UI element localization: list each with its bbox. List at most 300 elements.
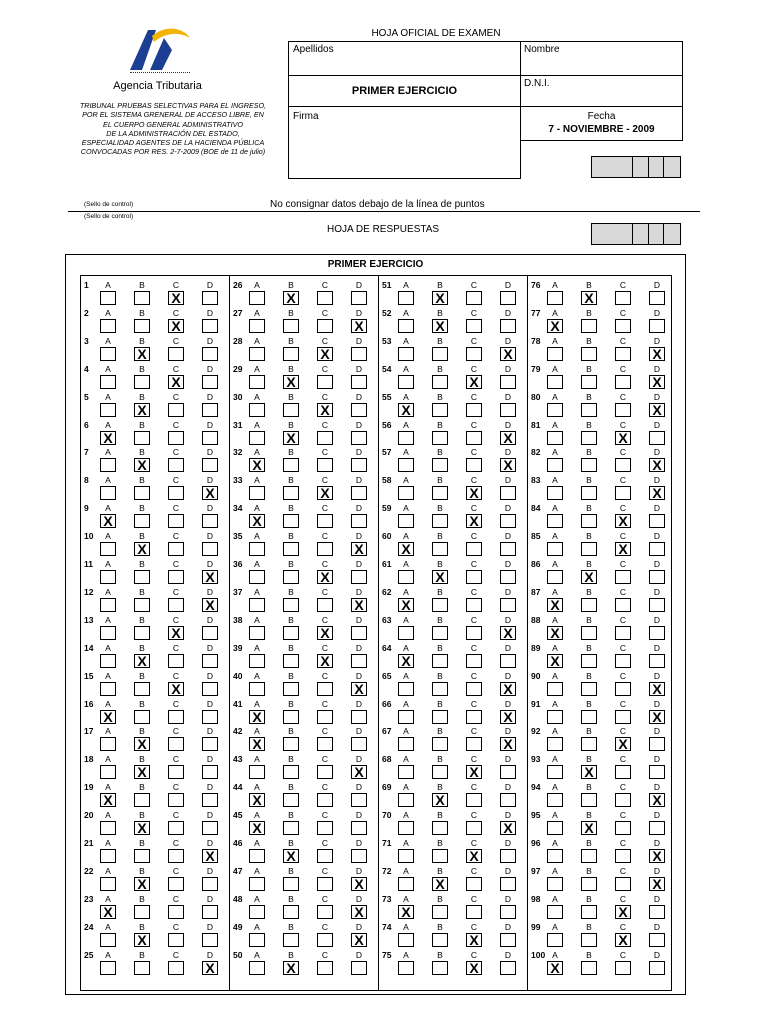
answer-checkbox[interactable] xyxy=(649,961,665,975)
answer-checkbox[interactable] xyxy=(134,291,150,305)
answer-checkbox[interactable] xyxy=(100,961,116,975)
answer-checkbox[interactable] xyxy=(168,737,184,751)
answer-checkbox[interactable] xyxy=(168,347,184,361)
answer-checkbox[interactable] xyxy=(547,849,563,863)
answer-checkbox[interactable]: X xyxy=(398,403,414,417)
answer-checkbox[interactable]: X xyxy=(317,403,333,417)
answer-checkbox[interactable] xyxy=(249,933,265,947)
answer-checkbox[interactable] xyxy=(168,458,184,472)
answer-checkbox[interactable] xyxy=(100,765,116,779)
answer-checkbox[interactable] xyxy=(649,933,665,947)
answer-checkbox[interactable] xyxy=(134,514,150,528)
answer-checkbox[interactable] xyxy=(547,403,563,417)
answer-checkbox[interactable] xyxy=(547,737,563,751)
answer-checkbox[interactable] xyxy=(615,961,631,975)
answer-checkbox[interactable] xyxy=(202,458,218,472)
answer-checkbox[interactable] xyxy=(168,486,184,500)
answer-checkbox[interactable]: X xyxy=(134,765,150,779)
answer-checkbox[interactable]: X xyxy=(317,570,333,584)
answer-checkbox[interactable]: X xyxy=(134,737,150,751)
answer-checkbox[interactable] xyxy=(615,486,631,500)
answer-checkbox[interactable]: X xyxy=(249,514,265,528)
answer-checkbox[interactable]: X xyxy=(168,626,184,640)
answer-checkbox[interactable] xyxy=(283,933,299,947)
answer-checkbox[interactable]: X xyxy=(134,654,150,668)
answer-checkbox[interactable] xyxy=(432,403,448,417)
answer-checkbox[interactable] xyxy=(398,626,414,640)
answer-checkbox[interactable] xyxy=(168,710,184,724)
answer-checkbox[interactable] xyxy=(100,542,116,556)
answer-checkbox[interactable] xyxy=(649,821,665,835)
answer-checkbox[interactable] xyxy=(615,626,631,640)
answer-checkbox[interactable] xyxy=(168,933,184,947)
answer-checkbox[interactable] xyxy=(100,486,116,500)
answer-checkbox[interactable] xyxy=(351,347,367,361)
answer-checkbox[interactable]: X xyxy=(351,682,367,696)
answer-checkbox[interactable] xyxy=(581,403,597,417)
answer-checkbox[interactable]: X xyxy=(432,793,448,807)
answer-checkbox[interactable] xyxy=(398,458,414,472)
answer-checkbox[interactable] xyxy=(134,626,150,640)
answer-checkbox[interactable] xyxy=(649,319,665,333)
answer-checkbox[interactable]: X xyxy=(649,682,665,696)
answer-checkbox[interactable] xyxy=(615,570,631,584)
answer-checkbox[interactable]: X xyxy=(466,514,482,528)
answer-checkbox[interactable] xyxy=(168,877,184,891)
answer-checkbox[interactable] xyxy=(500,514,516,528)
answer-checkbox[interactable] xyxy=(168,793,184,807)
answer-checkbox[interactable] xyxy=(283,765,299,779)
answer-checkbox[interactable]: X xyxy=(466,375,482,389)
answer-checkbox[interactable] xyxy=(317,737,333,751)
answer-checkbox[interactable] xyxy=(466,626,482,640)
answer-checkbox[interactable] xyxy=(432,347,448,361)
answer-checkbox[interactable] xyxy=(432,458,448,472)
answer-checkbox[interactable] xyxy=(581,933,597,947)
answer-checkbox[interactable] xyxy=(432,710,448,724)
answer-checkbox[interactable] xyxy=(615,765,631,779)
answer-checkbox[interactable]: X xyxy=(317,486,333,500)
answer-checkbox[interactable] xyxy=(283,570,299,584)
answer-checkbox[interactable] xyxy=(100,458,116,472)
answer-checkbox[interactable] xyxy=(168,403,184,417)
answer-checkbox[interactable] xyxy=(283,403,299,417)
answer-checkbox[interactable]: X xyxy=(649,486,665,500)
answer-checkbox[interactable] xyxy=(466,570,482,584)
answer-checkbox[interactable] xyxy=(249,598,265,612)
answer-checkbox[interactable] xyxy=(283,654,299,668)
answer-checkbox[interactable]: X xyxy=(500,710,516,724)
answer-checkbox[interactable] xyxy=(581,431,597,445)
answer-checkbox[interactable] xyxy=(500,793,516,807)
answer-checkbox[interactable] xyxy=(615,375,631,389)
answer-checkbox[interactable] xyxy=(168,542,184,556)
answer-checkbox[interactable] xyxy=(649,542,665,556)
answer-checkbox[interactable] xyxy=(547,570,563,584)
answer-checkbox[interactable]: X xyxy=(134,347,150,361)
answer-checkbox[interactable] xyxy=(202,291,218,305)
answer-checkbox[interactable] xyxy=(283,458,299,472)
answer-checkbox[interactable] xyxy=(283,905,299,919)
answer-checkbox[interactable]: X xyxy=(649,793,665,807)
answer-checkbox[interactable] xyxy=(351,486,367,500)
answer-checkbox[interactable]: X xyxy=(351,933,367,947)
answer-checkbox[interactable]: X xyxy=(547,654,563,668)
answer-checkbox[interactable] xyxy=(317,710,333,724)
answer-checkbox[interactable] xyxy=(615,793,631,807)
dni-field[interactable] xyxy=(520,75,683,107)
answer-checkbox[interactable] xyxy=(466,319,482,333)
answer-checkbox[interactable] xyxy=(466,821,482,835)
answer-checkbox[interactable] xyxy=(500,849,516,863)
answer-checkbox[interactable] xyxy=(202,431,218,445)
answer-checkbox[interactable] xyxy=(581,905,597,919)
answer-checkbox[interactable] xyxy=(351,458,367,472)
answer-checkbox[interactable] xyxy=(615,291,631,305)
answer-checkbox[interactable] xyxy=(398,961,414,975)
answer-checkbox[interactable] xyxy=(398,765,414,779)
answer-checkbox[interactable] xyxy=(351,403,367,417)
answer-checkbox[interactable] xyxy=(432,654,448,668)
answer-checkbox[interactable] xyxy=(500,403,516,417)
answer-checkbox[interactable]: X xyxy=(649,849,665,863)
answer-checkbox[interactable] xyxy=(466,654,482,668)
answer-checkbox[interactable] xyxy=(649,765,665,779)
answer-checkbox[interactable]: X xyxy=(351,319,367,333)
answer-checkbox[interactable] xyxy=(581,710,597,724)
answer-checkbox[interactable]: X xyxy=(466,849,482,863)
answer-checkbox[interactable] xyxy=(398,514,414,528)
answer-checkbox[interactable]: X xyxy=(202,486,218,500)
answer-checkbox[interactable] xyxy=(547,458,563,472)
answer-checkbox[interactable] xyxy=(100,319,116,333)
answer-checkbox[interactable]: X xyxy=(134,821,150,835)
answer-checkbox[interactable] xyxy=(317,765,333,779)
answer-checkbox[interactable] xyxy=(398,710,414,724)
answer-checkbox[interactable] xyxy=(398,793,414,807)
answer-checkbox[interactable] xyxy=(283,626,299,640)
answer-checkbox[interactable] xyxy=(202,403,218,417)
answer-checkbox[interactable] xyxy=(547,431,563,445)
answer-checkbox[interactable] xyxy=(100,598,116,612)
answer-checkbox[interactable]: X xyxy=(134,933,150,947)
answer-checkbox[interactable]: X xyxy=(168,375,184,389)
answer-checkbox[interactable] xyxy=(351,570,367,584)
answer-checkbox[interactable] xyxy=(168,654,184,668)
answer-checkbox[interactable]: X xyxy=(649,347,665,361)
answer-checkbox[interactable] xyxy=(432,961,448,975)
answer-checkbox[interactable] xyxy=(581,849,597,863)
answer-checkbox[interactable] xyxy=(168,765,184,779)
answer-checkbox[interactable]: X xyxy=(649,458,665,472)
answer-checkbox[interactable] xyxy=(398,877,414,891)
answer-checkbox[interactable] xyxy=(134,905,150,919)
answer-checkbox[interactable] xyxy=(547,710,563,724)
answer-checkbox[interactable] xyxy=(466,431,482,445)
answer-checkbox[interactable] xyxy=(249,291,265,305)
answer-checkbox[interactable] xyxy=(283,710,299,724)
answer-checkbox[interactable]: X xyxy=(351,765,367,779)
answer-checkbox[interactable] xyxy=(283,877,299,891)
answer-checkbox[interactable] xyxy=(283,347,299,361)
answer-checkbox[interactable] xyxy=(202,542,218,556)
answer-checkbox[interactable] xyxy=(432,933,448,947)
answer-checkbox[interactable]: X xyxy=(351,598,367,612)
answer-checkbox[interactable] xyxy=(581,598,597,612)
answer-checkbox[interactable]: X xyxy=(547,961,563,975)
answer-checkbox[interactable]: X xyxy=(466,933,482,947)
answer-checkbox[interactable] xyxy=(466,598,482,612)
answer-checkbox[interactable] xyxy=(249,347,265,361)
answer-checkbox[interactable] xyxy=(249,570,265,584)
answer-checkbox[interactable] xyxy=(317,961,333,975)
answer-checkbox[interactable] xyxy=(202,793,218,807)
answer-checkbox[interactable]: X xyxy=(100,514,116,528)
answer-checkbox[interactable] xyxy=(398,291,414,305)
answer-checkbox[interactable]: X xyxy=(351,542,367,556)
answer-checkbox[interactable] xyxy=(581,319,597,333)
answer-checkbox[interactable]: X xyxy=(202,570,218,584)
answer-checkbox[interactable] xyxy=(283,486,299,500)
answer-checkbox[interactable] xyxy=(317,905,333,919)
answer-checkbox[interactable] xyxy=(351,737,367,751)
answer-checkbox[interactable] xyxy=(432,849,448,863)
answer-checkbox[interactable] xyxy=(351,431,367,445)
answer-checkbox[interactable]: X xyxy=(100,905,116,919)
nombre-field[interactable] xyxy=(520,41,683,76)
answer-checkbox[interactable] xyxy=(432,514,448,528)
answer-checkbox[interactable]: X xyxy=(500,737,516,751)
answer-checkbox[interactable] xyxy=(500,905,516,919)
answer-checkbox[interactable] xyxy=(317,431,333,445)
answer-checkbox[interactable] xyxy=(500,319,516,333)
answer-checkbox[interactable]: X xyxy=(283,961,299,975)
answer-checkbox[interactable]: X xyxy=(649,403,665,417)
answer-checkbox[interactable] xyxy=(202,375,218,389)
answer-checkbox[interactable] xyxy=(283,319,299,333)
answer-checkbox[interactable] xyxy=(466,877,482,891)
answer-checkbox[interactable] xyxy=(432,431,448,445)
answer-checkbox[interactable]: X xyxy=(547,598,563,612)
answer-checkbox[interactable] xyxy=(317,514,333,528)
answer-checkbox[interactable]: X xyxy=(466,486,482,500)
answer-checkbox[interactable]: X xyxy=(283,849,299,863)
answer-checkbox[interactable] xyxy=(398,319,414,333)
answer-checkbox[interactable] xyxy=(317,682,333,696)
answer-checkbox[interactable] xyxy=(615,598,631,612)
answer-checkbox[interactable] xyxy=(581,375,597,389)
answer-checkbox[interactable]: X xyxy=(547,319,563,333)
answer-checkbox[interactable] xyxy=(351,291,367,305)
answer-checkbox[interactable] xyxy=(351,626,367,640)
answer-checkbox[interactable]: X xyxy=(168,682,184,696)
answer-checkbox[interactable] xyxy=(351,710,367,724)
answer-checkbox[interactable]: X xyxy=(581,570,597,584)
answer-checkbox[interactable] xyxy=(100,849,116,863)
answer-checkbox[interactable]: X xyxy=(283,375,299,389)
answer-checkbox[interactable] xyxy=(202,710,218,724)
answer-checkbox[interactable] xyxy=(432,542,448,556)
answer-checkbox[interactable]: X xyxy=(134,877,150,891)
answer-checkbox[interactable] xyxy=(398,821,414,835)
answer-checkbox[interactable] xyxy=(134,319,150,333)
answer-checkbox[interactable] xyxy=(317,458,333,472)
answer-checkbox[interactable]: X xyxy=(351,905,367,919)
answer-checkbox[interactable] xyxy=(100,654,116,668)
answer-checkbox[interactable] xyxy=(500,570,516,584)
answer-checkbox[interactable] xyxy=(432,905,448,919)
answer-checkbox[interactable] xyxy=(547,905,563,919)
answer-checkbox[interactable] xyxy=(547,375,563,389)
answer-checkbox[interactable] xyxy=(134,375,150,389)
answer-checkbox[interactable] xyxy=(581,347,597,361)
answer-checkbox[interactable]: X xyxy=(500,821,516,835)
answer-checkbox[interactable]: X xyxy=(615,905,631,919)
answer-checkbox[interactable] xyxy=(615,458,631,472)
answer-checkbox[interactable] xyxy=(100,821,116,835)
answer-checkbox[interactable]: X xyxy=(547,626,563,640)
answer-checkbox[interactable] xyxy=(100,626,116,640)
answer-checkbox[interactable] xyxy=(466,347,482,361)
answer-checkbox[interactable] xyxy=(615,849,631,863)
answer-checkbox[interactable] xyxy=(500,542,516,556)
answer-checkbox[interactable] xyxy=(581,877,597,891)
answer-checkbox[interactable] xyxy=(134,486,150,500)
answer-checkbox[interactable] xyxy=(615,710,631,724)
answer-checkbox[interactable] xyxy=(134,431,150,445)
answer-checkbox[interactable] xyxy=(547,347,563,361)
answer-checkbox[interactable] xyxy=(547,877,563,891)
answer-checkbox[interactable] xyxy=(649,654,665,668)
answer-checkbox[interactable] xyxy=(317,877,333,891)
answer-checkbox[interactable]: X xyxy=(466,765,482,779)
answer-checkbox[interactable] xyxy=(398,570,414,584)
answer-checkbox[interactable] xyxy=(615,877,631,891)
answer-checkbox[interactable]: X xyxy=(432,319,448,333)
answer-checkbox[interactable]: X xyxy=(134,403,150,417)
answer-checkbox[interactable] xyxy=(466,291,482,305)
answer-checkbox[interactable]: X xyxy=(432,877,448,891)
answer-checkbox[interactable] xyxy=(317,291,333,305)
answer-checkbox[interactable] xyxy=(398,375,414,389)
answer-checkbox[interactable] xyxy=(351,849,367,863)
answer-checkbox[interactable] xyxy=(466,793,482,807)
answer-checkbox[interactable] xyxy=(202,682,218,696)
answer-checkbox[interactable] xyxy=(249,403,265,417)
answer-checkbox[interactable] xyxy=(649,291,665,305)
answer-checkbox[interactable] xyxy=(100,403,116,417)
answer-checkbox[interactable] xyxy=(317,849,333,863)
answer-checkbox[interactable] xyxy=(249,486,265,500)
answer-checkbox[interactable] xyxy=(466,403,482,417)
answer-checkbox[interactable] xyxy=(134,793,150,807)
answer-checkbox[interactable]: X xyxy=(134,542,150,556)
answer-checkbox[interactable]: X xyxy=(249,737,265,751)
answer-checkbox[interactable] xyxy=(581,737,597,751)
answer-checkbox[interactable] xyxy=(249,626,265,640)
answer-checkbox[interactable]: X xyxy=(317,626,333,640)
answer-checkbox[interactable] xyxy=(398,933,414,947)
answer-checkbox[interactable] xyxy=(317,821,333,835)
answer-checkbox[interactable] xyxy=(500,486,516,500)
answer-checkbox[interactable]: X xyxy=(500,431,516,445)
answer-checkbox[interactable]: X xyxy=(466,961,482,975)
answer-checkbox[interactable] xyxy=(100,375,116,389)
answer-checkbox[interactable] xyxy=(249,654,265,668)
answer-checkbox[interactable] xyxy=(168,821,184,835)
answer-checkbox[interactable] xyxy=(615,654,631,668)
answer-checkbox[interactable]: X xyxy=(649,710,665,724)
answer-checkbox[interactable] xyxy=(432,765,448,779)
answer-checkbox[interactable] xyxy=(202,933,218,947)
answer-checkbox[interactable] xyxy=(100,682,116,696)
answer-checkbox[interactable]: X xyxy=(615,514,631,528)
answer-checkbox[interactable] xyxy=(202,877,218,891)
answer-checkbox[interactable] xyxy=(432,375,448,389)
answer-checkbox[interactable] xyxy=(500,933,516,947)
answer-checkbox[interactable] xyxy=(100,877,116,891)
answer-checkbox[interactable]: X xyxy=(615,542,631,556)
answer-checkbox[interactable] xyxy=(466,458,482,472)
answer-checkbox[interactable] xyxy=(317,598,333,612)
answer-checkbox[interactable] xyxy=(317,793,333,807)
answer-checkbox[interactable] xyxy=(317,542,333,556)
answer-checkbox[interactable]: X xyxy=(100,710,116,724)
answer-checkbox[interactable] xyxy=(249,877,265,891)
answer-checkbox[interactable] xyxy=(202,765,218,779)
answer-checkbox[interactable] xyxy=(581,654,597,668)
answer-checkbox[interactable] xyxy=(202,514,218,528)
answer-checkbox[interactable] xyxy=(168,849,184,863)
answer-checkbox[interactable] xyxy=(317,933,333,947)
answer-checkbox[interactable] xyxy=(317,375,333,389)
answer-checkbox[interactable] xyxy=(100,347,116,361)
answer-checkbox[interactable] xyxy=(581,486,597,500)
answer-checkbox[interactable] xyxy=(249,905,265,919)
answer-checkbox[interactable]: X xyxy=(202,961,218,975)
answer-checkbox[interactable]: X xyxy=(500,626,516,640)
answer-checkbox[interactable] xyxy=(351,793,367,807)
answer-checkbox[interactable]: X xyxy=(649,375,665,389)
answer-checkbox[interactable] xyxy=(202,347,218,361)
answer-checkbox[interactable] xyxy=(249,849,265,863)
answer-checkbox[interactable] xyxy=(547,821,563,835)
answer-checkbox[interactable] xyxy=(100,737,116,751)
answer-checkbox[interactable] xyxy=(649,737,665,751)
answer-checkbox[interactable] xyxy=(500,765,516,779)
answer-checkbox[interactable] xyxy=(351,514,367,528)
answer-checkbox[interactable] xyxy=(168,431,184,445)
answer-checkbox[interactable]: X xyxy=(168,291,184,305)
answer-checkbox[interactable]: X xyxy=(649,877,665,891)
answer-checkbox[interactable]: X xyxy=(249,793,265,807)
answer-checkbox[interactable] xyxy=(581,514,597,528)
answer-checkbox[interactable] xyxy=(249,682,265,696)
answer-checkbox[interactable] xyxy=(432,486,448,500)
answer-checkbox[interactable]: X xyxy=(398,598,414,612)
answer-checkbox[interactable] xyxy=(168,961,184,975)
answer-checkbox[interactable] xyxy=(581,793,597,807)
answer-checkbox[interactable] xyxy=(432,598,448,612)
answer-checkbox[interactable] xyxy=(351,821,367,835)
answer-checkbox[interactable] xyxy=(547,933,563,947)
answer-checkbox[interactable] xyxy=(500,598,516,612)
answer-checkbox[interactable] xyxy=(547,486,563,500)
answer-checkbox[interactable] xyxy=(466,682,482,696)
answer-checkbox[interactable] xyxy=(202,737,218,751)
answer-checkbox[interactable]: X xyxy=(351,877,367,891)
answer-checkbox[interactable]: X xyxy=(581,821,597,835)
